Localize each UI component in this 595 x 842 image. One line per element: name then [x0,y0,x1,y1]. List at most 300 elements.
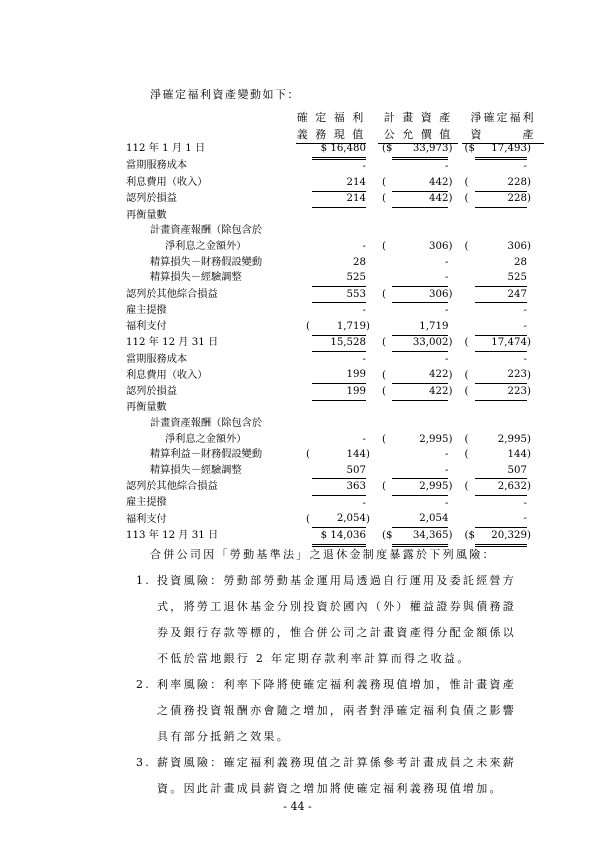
row-label: 利息費用（收入） [126,369,208,381]
column-gap [454,368,464,384]
paren-open [382,255,392,271]
row-label: 認列於其他綜合損益 [126,481,218,493]
risk-text: 薪資風險：確定福利義務現值之計算係參考計畫成員之未來薪資。因此計畫成員薪資之增加將使確定福利義務現值增加。 [157,756,517,795]
row-label: 淨利息之金額外） [165,240,247,252]
paren-close [527,463,533,479]
column-gap [372,270,382,286]
paren-open: ( [382,385,386,397]
cell-value: 422 [392,368,448,384]
column-gap [454,191,464,208]
col-header-line: 淨確定福利 [470,111,536,124]
cell-value: - [392,270,448,286]
table-row [126,432,533,448]
column-gap [296,400,306,416]
paren-close: ) [366,513,370,525]
cell-value: - [523,305,527,317]
paren-close [527,158,533,175]
col-header-line: 公 允 價 值 [378,126,458,144]
row-label: 精算損失－財務假設變動 [150,256,263,268]
col-header-line: 義 務 現 值 [296,126,366,144]
page-number: - 44 - [283,800,312,813]
column-gap [372,352,382,368]
paren-open [464,463,474,479]
column-gap [372,141,382,158]
cell-value: - [523,161,527,173]
column-gap [372,208,382,224]
column-gap [296,335,306,352]
row-label: 福利支付 [126,320,167,332]
paren-close: ) [526,240,531,252]
paren-open: ( [464,177,469,189]
cell-value: - [445,305,449,317]
cell-value: 525 [475,270,527,286]
risk-number: 1. [136,574,152,587]
paren-close: ) [366,320,370,332]
cell-value: 28 [353,256,366,268]
column-gap [372,432,382,448]
paren-open: ( [382,288,386,300]
column-gap [454,224,464,240]
cell-value: 223 [475,368,527,384]
cell-value: 2,054 [392,512,448,528]
paren-open [382,512,392,528]
column-gap [372,447,382,463]
paren-close [527,224,533,240]
row-label: 利息費用（收入） [126,177,208,189]
paren-open: ($ [464,143,475,155]
risk-intro: 合併公司因「勞動基準法」之退休金制度暴露於下列風險： [150,548,496,561]
column-gap [372,496,382,512]
column-gap [372,255,382,271]
paren-open [382,400,392,416]
column-gap [454,255,464,271]
cell-value: 144 [346,449,366,461]
column-gap [372,319,382,335]
paren-open [464,270,474,286]
row-label: 精算損失－經驗調整 [150,272,242,284]
row-label: 當期服務成本 [126,160,188,172]
cell-value: - [523,353,527,365]
paren-open: ( [382,433,386,445]
column-gap [296,463,306,479]
paren-close: ) [526,143,531,155]
paren-open [464,416,474,432]
row-label: 福利支付 [126,513,167,525]
paren-open [382,496,392,512]
column-gap [296,141,306,158]
paren-close [527,400,533,416]
row-label: 113 年 12 月 31 日 [126,530,219,542]
column-gap [454,319,464,335]
cell-value: 2,054 [312,512,366,528]
cell-value: - [475,319,527,335]
paren-close: ) [526,193,531,205]
paren-open [464,400,474,416]
cell-value [475,400,527,416]
paren-open [464,224,474,240]
column-gap [454,175,464,191]
row-label: 認列於其他綜合損益 [126,288,218,300]
paren-close: ) [526,369,531,381]
paren-close [527,496,533,512]
paren-open: ( [382,369,386,381]
column-gap [372,416,382,432]
paren-open [464,208,474,224]
table-row [126,239,533,255]
column-gap [372,175,382,191]
paren-open: ( [306,320,310,332]
column-gap [372,400,382,416]
paren-open [382,224,392,240]
column-gap [372,368,382,384]
paren-open: ( [464,433,469,445]
cell-value [312,224,366,240]
row-label: 再衡量數 [126,209,167,221]
table-row [126,158,533,175]
column-gap [296,496,306,512]
column-gap [296,319,306,335]
cell-value: 2,995 [419,433,449,445]
row-label: 雇主提撥 [126,304,167,316]
col-header-line: 計 畫 資 產 [383,111,453,124]
table-row [126,496,533,512]
column-gap [454,286,464,303]
cell-value: 199 [312,384,366,401]
row-label: 精算損失－經驗調整 [150,464,242,476]
cell-value: 1,719 [392,319,448,335]
cell-value: $ 16,480 [312,141,366,158]
cell-value: 17,493 [475,141,527,158]
paren-close: ) [448,143,453,155]
cell-value [312,400,366,416]
column-gap [372,463,382,479]
cell-value: 507 [312,463,366,479]
column-gap [454,208,464,224]
cell-value: 306 [392,286,448,303]
cell-value: 214 [312,191,366,208]
cell-value: 306 [507,240,527,252]
column-gap [372,158,382,175]
column-gap [296,352,306,368]
cell-value: - [445,497,449,509]
table-row [126,479,533,496]
risk-number: 2. [136,678,152,691]
cell-value: 33,973 [392,141,448,158]
column-gap [454,479,464,496]
cell-value: 442 [392,191,448,208]
column-gap [372,239,382,255]
paren-open: ($ [464,530,475,542]
col-header-line: 資 產 [462,126,544,144]
column-gap [372,224,382,240]
column-gap [296,479,306,496]
paren-close: ) [448,530,453,542]
cell-value [392,208,448,224]
cell-value: - [445,353,449,365]
cell-value [392,224,448,240]
paren-close: ) [526,530,531,542]
cell-value: 2,995 [497,433,527,445]
paren-close: ) [366,449,370,461]
column-gap [296,270,306,286]
risk-text: 投資風險：勞動部勞動基金運用局透過自行運用及委託經營方式，將勞工退休基金分別投資於國內（外）權益證券與債務證券及銀行存款等標的，惟合併公司之計畫資產得分配金額係以不低於當地銀行 2 年定期存款利率計算而得之收益。 [157,574,517,665]
paren-open [464,255,474,271]
cell-value: 422 [392,384,448,401]
column-gap [296,208,306,224]
paren-open [464,286,474,303]
risk-number: 3. [136,756,152,769]
paren-close [527,208,533,224]
column-gap [372,512,382,528]
risk-text: 利率風險：利率下降將使確定福利義務現值增加，惟計畫資產之債務投資報酬亦會隨之增加，兩者對淨確定福利負債之影響具有部分抵銷之效果。 [157,678,517,743]
benefit-asset-table [126,141,533,547]
cell-value [475,416,527,432]
paren-close [527,352,533,368]
column-gap [372,303,382,319]
cell-value: - [523,497,527,509]
table-row [126,303,533,319]
cell-value: 2,995 [392,479,448,496]
column-gap [372,384,382,401]
column-gap [454,384,464,401]
paren-close [527,303,533,319]
table-row [126,175,533,191]
paren-open [464,512,474,528]
column-gap [296,158,306,175]
table-row [126,286,533,303]
table-row [126,224,533,240]
paren-open: ( [306,449,310,461]
col-header-obligation [296,109,366,144]
column-gap [372,191,382,208]
column-gap [296,447,306,463]
cell-value: - [362,353,366,365]
cell-value: - [445,161,449,173]
cell-value [312,208,366,224]
column-gap [454,496,464,512]
paren-open: ( [464,385,469,397]
cell-value: - [362,433,366,445]
cell-value: 34,365 [392,528,448,546]
row-label: 淨利息之金額外） [165,433,247,445]
cell-value: 507 [475,463,527,479]
cell-value: - [362,305,366,317]
paren-close [527,512,533,528]
column-gap [296,368,306,384]
paren-open: ( [464,240,469,252]
paren-open [382,158,392,175]
table-row [126,255,533,271]
paren-close: ) [448,433,453,445]
cell-value: 1,719 [312,319,366,335]
cell-value [312,416,366,432]
column-gap [296,255,306,271]
paren-close: ) [448,369,453,381]
row-label: 計畫資產報酬（除包含於 [150,417,263,429]
cell-value: 214 [312,175,366,191]
cell-value: 28 [513,256,527,268]
cell-value: 228 [475,191,527,208]
cell-value: 363 [312,479,366,496]
column-gap [454,400,464,416]
row-label: 112 年 12 月 31 日 [126,337,219,349]
paren-close: ) [448,288,453,300]
row-label: 雇主提撥 [126,497,167,509]
cell-value: 247 [475,286,527,303]
table-row [126,384,533,401]
paren-open [382,270,392,286]
column-gap [454,432,464,448]
paren-open: ($ [382,530,393,542]
paren-open: ( [306,513,310,525]
paren-close: ) [526,481,531,493]
paren-open [382,416,392,432]
column-gap [454,352,464,368]
cell-value: - [392,463,448,479]
table-row [126,191,533,208]
col-header-plan-assets [378,109,458,144]
row-label: 精算利益－財務假設變動 [150,449,263,461]
cell-value: 20,329 [475,528,527,546]
cell-value: 15,528 [312,335,366,352]
column-gap [454,239,464,255]
table-row [126,141,533,158]
paren-open [464,496,474,512]
paren-open [382,352,392,368]
cell-value: 442 [392,175,448,191]
paren-open [464,319,474,335]
paren-close: ) [448,177,453,189]
paren-open [382,463,392,479]
paren-close: ) [526,449,531,461]
paren-open: ( [464,337,469,349]
column-gap [296,175,306,191]
column-gap [296,512,306,528]
paren-open [382,447,392,463]
paren-close: ) [448,240,453,252]
paren-open: ($ [382,143,393,155]
section-heading: 淨確定福利資產變動如下： [150,88,300,101]
cell-value: - [445,256,449,268]
paren-open: ( [382,337,386,349]
paren-open [464,303,474,319]
column-gap [296,303,306,319]
cell-value: 553 [312,286,366,303]
paren-close [527,286,533,303]
cell-value [475,224,527,240]
table-row [126,368,533,384]
cell-value: 2,632 [475,479,527,496]
cell-value: 144 [507,449,527,461]
table-row [126,319,533,335]
column-gap [296,416,306,432]
paren-close [527,255,533,271]
paren-open: ( [464,193,469,205]
cell-value [392,400,448,416]
col-header-net-asset [462,109,544,144]
cell-value [392,416,448,432]
cell-value: $ 14,036 [312,528,366,546]
column-gap [454,270,464,286]
paren-open: ( [464,449,469,461]
paren-close [527,270,533,286]
row-label: 112 年 1 月 1 日 [126,143,206,155]
paren-open: ( [382,240,386,252]
paren-open [382,319,392,335]
paren-open: ( [464,369,469,381]
column-gap [454,447,464,463]
column-gap [372,479,382,496]
paren-close: ) [448,193,453,205]
column-gap [296,286,306,303]
table-row [126,270,533,286]
row-label: 當期服務成本 [126,353,188,365]
column-gap [454,335,464,352]
cell-value: - [475,512,527,528]
paren-open: ( [382,193,386,205]
paren-open: ( [382,481,386,493]
cell-value: 525 [312,270,366,286]
column-gap [454,463,464,479]
column-gap [454,303,464,319]
cell-value: - [362,240,366,252]
cell-value [475,208,527,224]
cell-value: 17,474 [475,335,527,352]
column-gap [296,191,306,208]
table-row [126,208,533,224]
column-gap [372,335,382,352]
column-gap [296,224,306,240]
table-row [126,512,533,528]
paren-close: ) [526,177,531,189]
table-row [126,352,533,368]
table-row [126,335,533,352]
column-gap [454,141,464,158]
paren-open [464,352,474,368]
paren-open: ( [382,177,386,189]
col-header-line: 確 定 福 利 [296,111,366,124]
paren-close [527,319,533,335]
paren-close: ) [448,481,453,493]
cell-value: 33,002 [392,335,448,352]
paren-close: ) [526,385,531,397]
column-gap [296,384,306,401]
column-gap [296,239,306,255]
table-row [126,447,533,463]
row-label: 認列於損益 [126,385,177,397]
cell-value: 228 [475,175,527,191]
cell-value: - [362,161,366,173]
column-gap [372,286,382,303]
cell-value: - [445,449,449,461]
row-label: 計畫資產報酬（除包含於 [150,225,263,237]
column-gap [296,432,306,448]
paren-close: ) [448,337,453,349]
paren-close: ) [526,433,531,445]
cell-value: 223 [475,384,527,401]
table-row [126,400,533,416]
table-row [126,416,533,432]
paren-close: ) [526,337,531,349]
column-gap [454,416,464,432]
paren-open [382,303,392,319]
paren-open [382,208,392,224]
cell-value: - [362,497,366,509]
table-row [126,463,533,479]
paren-close: ) [448,385,453,397]
paren-open: ( [464,481,469,493]
paren-close [527,416,533,432]
